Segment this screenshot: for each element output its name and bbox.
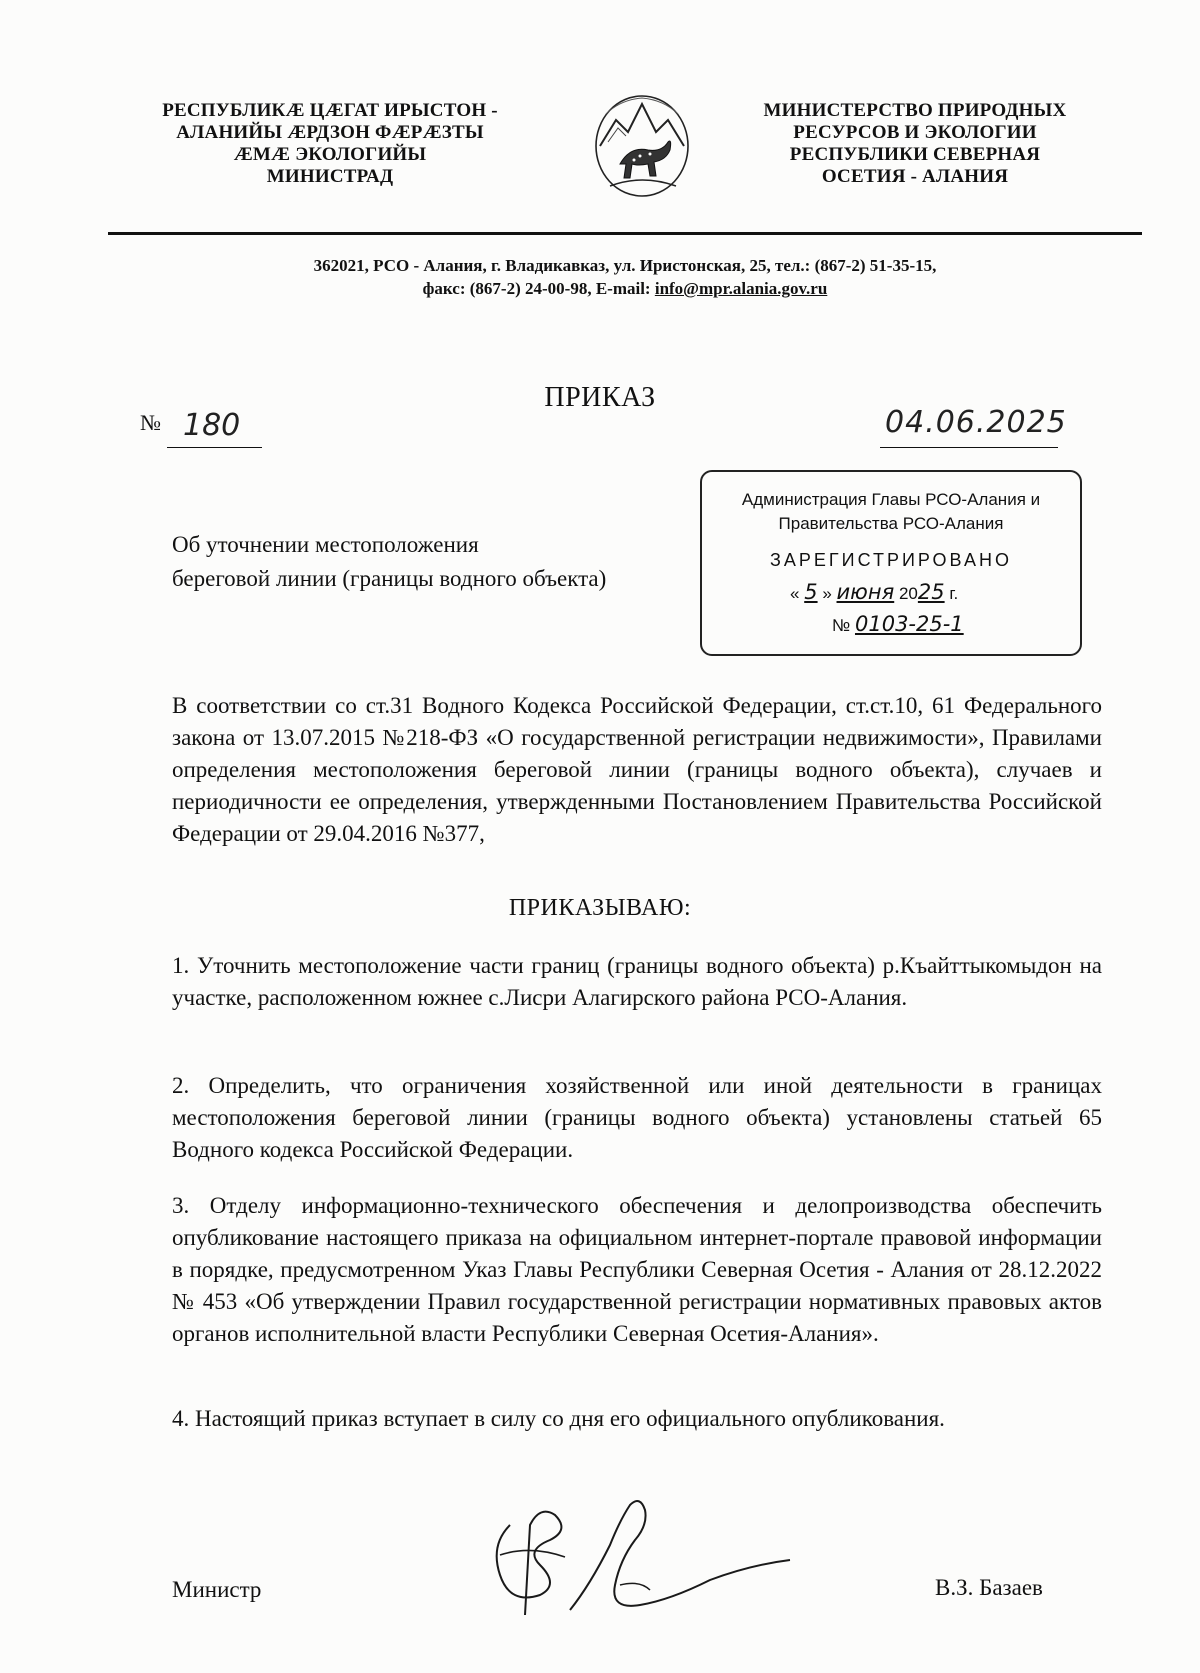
header-left-line: ÆМÆ ЭКОЛОГИЙЫ xyxy=(233,144,427,165)
header-left-line: АЛАНИЙЫ ÆРДЗОН ФÆРÆЗТЫ xyxy=(176,122,484,143)
registration-stamp xyxy=(700,470,1082,656)
stamp-day: 5 xyxy=(804,580,818,604)
handwritten-number: 180 xyxy=(183,408,241,443)
header-left-line: МИНИСТРАД xyxy=(266,166,394,187)
stamp-quote-close: » xyxy=(822,584,832,603)
stamp-month: июня xyxy=(836,580,895,604)
header-right-line: ОСЕТИЯ - АЛАНИЯ xyxy=(821,166,1009,187)
header-right-line: РЕСУРСОВ И ЭКОЛОГИИ xyxy=(793,122,1037,143)
coat-of-arms-emblem xyxy=(590,90,694,200)
order-item: 3. Отделу информационно-технического обеспечения и делопроизводства обеспечить опубликование настоящего приказа на официальном интернет-портале правовой информации в порядке, предусмотренном Указ Главы Республики Северная Осетия - Алания от 28.12.2022 № 453 «Об утверждении Правил государственной регистрации нормативных правовых актов органов исполнительной власти Республики Северная Осетия-Алания». xyxy=(172,1193,1102,1346)
handwritten-date: 04.06.2025 xyxy=(885,405,1067,440)
order-item: 4. Настоящий приказ вступает в силу со дня его официального опубликования. xyxy=(172,1406,945,1431)
order-heading: ПРИКАЗЫВАЮ: xyxy=(508,895,692,921)
date-underline xyxy=(880,447,1058,448)
signatory-role: Министр xyxy=(172,1577,262,1602)
stamp-reg-label: № xyxy=(832,616,851,635)
email-link[interactable]: info@mpr.alania.gov.ru xyxy=(654,279,828,298)
stamp-year-suffix: 25 xyxy=(917,580,945,604)
stamp-year-prefix: 20 xyxy=(898,584,918,603)
stamp-date xyxy=(790,580,958,604)
header-right-line: МИНИСТЕРСТВО ПРИРОДНЫХ xyxy=(763,100,1067,121)
stamp-year-unit: г. xyxy=(949,584,959,603)
signatory-name: В.З. Базаев xyxy=(935,1575,1043,1600)
header-left-line: РЕСПУБЛИКÆ ЦÆГАТ ИРЫСТОН - xyxy=(162,100,498,121)
stamp-line: Правительства РСО-Алания xyxy=(778,514,1004,533)
header-left-ossetian xyxy=(140,100,520,188)
order-item: 1. Уточнить местоположение части границ (границы водного объекта) р.Къайттыкомыдон на участке, расположенном южнее с.Лисри Алагирского района РСО-Алания. xyxy=(172,953,1102,1010)
handwritten-signature xyxy=(470,1485,830,1635)
number-underline xyxy=(167,447,262,448)
header-right-russian xyxy=(735,100,1095,188)
stamp-registered: ЗАРЕГИСТРИРОВАНО xyxy=(770,550,1012,570)
header-right-line: РЕСПУБЛИКИ СЕВЕРНАЯ xyxy=(789,144,1041,165)
document-subject xyxy=(172,528,606,596)
order-item: 2. Определить, что ограничения хозяйственной или иной деятельности в границах местоположения береговой линии (границы водного объекта) установлены статьей 65 Водного кодекса Российской Федерации. xyxy=(172,1073,1102,1162)
subject-line: береговой линии (границы водного объекта) xyxy=(172,566,607,591)
document-title: ПРИКАЗ xyxy=(544,382,656,413)
stamp-line: Администрация Главы РСО-Алания и xyxy=(741,490,1041,509)
fax-text: факс: (867-2) 24-00-98, E-mail: xyxy=(422,279,655,298)
stamp-reg-number xyxy=(832,612,964,636)
number-label: № xyxy=(140,410,161,435)
preamble-paragraph: В соответствии со ст.31 Водного Кодекса Российской Федерации, ст.ст.10, 61 Федерального закона от 13.07.2015 №218-ФЗ «О государственной регистрации недвижимости», Правилами определения местоположения береговой линии (границы водного объекта), случаев и периодичности ее определения, утвержденными Постановлением Правительства Российской Федерации от 29.04.2016 №377, xyxy=(172,693,1102,846)
header-divider xyxy=(108,232,1142,235)
stamp-quote-open: « xyxy=(790,584,800,603)
contact-line xyxy=(108,278,1142,300)
subject-line: Об уточнении местоположения xyxy=(172,532,479,557)
address-line: 362021, РСО - Алания, г. Владикавказ, ул. Иристонская, 25, тел.: (867-2) 51-35-15, xyxy=(313,256,937,275)
stamp-reg-value: 0103-25-1 xyxy=(854,612,964,636)
